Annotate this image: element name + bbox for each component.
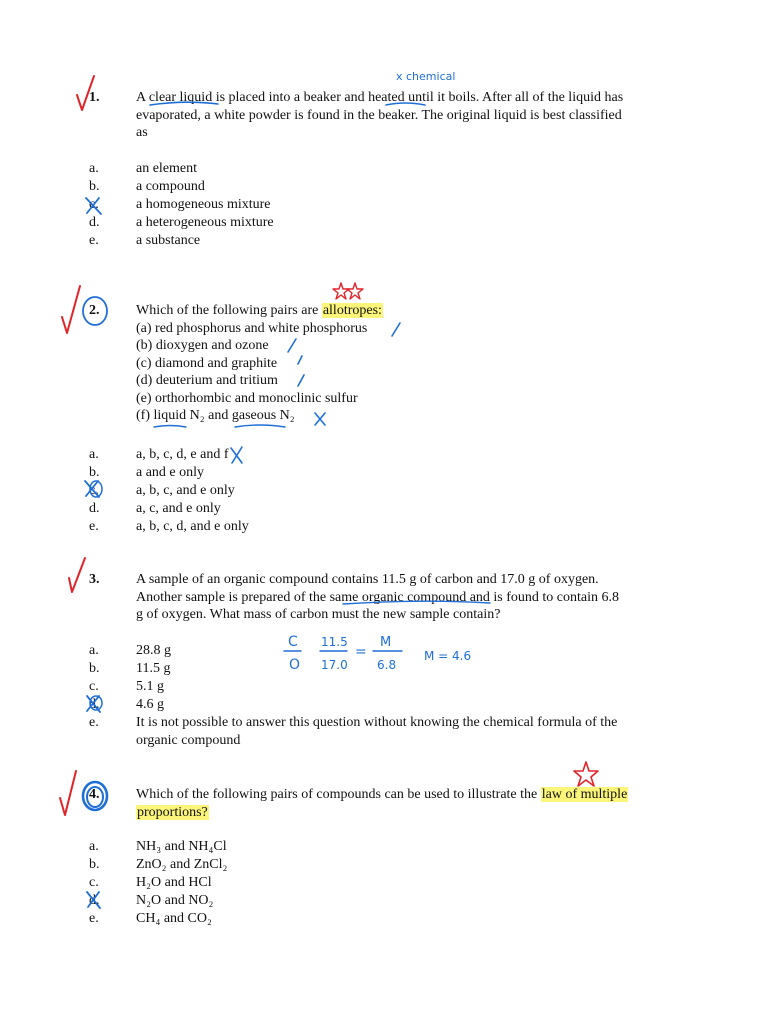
option-letter[interactable]: b. [89,465,100,480]
handwritten-work: = [355,644,367,660]
option-letter[interactable]: c. [89,197,99,212]
option-text[interactable]: a, b, c, d, e and f [136,447,229,462]
allotrope-item: (b) dioxygen and ozone [136,338,269,353]
option-letter[interactable]: e. [89,233,99,248]
stem-line: A sample of an organic compound contains 11.5 g of carbon and 17.0 g of oxygen. [136,572,599,587]
option-letter[interactable]: d. [89,501,100,516]
option-text[interactable]: a and e only [136,465,205,480]
stem-line: A clear liquid is placed into a beaker and heated until it boils. After all of the liquid has [136,90,624,105]
highlighted-term: proportions? [137,804,208,820]
red-check-mark-q4 [60,771,76,815]
question-stem [136,571,676,624]
handwritten-work: 11.5 [321,635,348,649]
option-letter[interactable]: a. [89,161,99,176]
handwritten-work: M = 4.6 [424,649,472,663]
option-text[interactable]: a, b, c, d, and e only [136,519,249,534]
stem-line: Another sample is prepared of the same organic compound and is found to contain 6.8 [136,589,620,605]
option-text[interactable]: a homogeneous mixture [136,197,271,212]
stem-text: Which of the following pairs of compounds can be used to illustrate the [136,787,538,802]
option-text[interactable]: 4.6 g [136,697,164,712]
allotrope-item: (f) liquid N₂ and gaseous N₂ [136,408,295,423]
option-text[interactable]: ZnO₂ and ZnCl₂ [136,857,228,872]
question-number: 3. [89,572,100,587]
question-number: 4. [89,787,100,802]
option-text[interactable]: 5.1 g [136,679,164,694]
handwritten-note: x chemical [396,70,456,83]
option-text[interactable]: CH₄ and CO₂ [136,911,212,926]
allotrope-item: (d) deuterium and tritium [136,373,278,388]
option-letter[interactable]: d. [89,215,100,230]
handwritten-work: 6.8 [377,658,397,672]
option-text[interactable]: a, c, and e only [136,501,221,516]
option-text[interactable]: a compound [136,179,205,194]
red-check-mark-q3 [69,558,85,592]
red-star-icon [574,762,598,786]
red-check-mark-q2 [62,286,80,333]
highlighted-term: allotropes: [322,303,382,318]
stem-line [136,804,676,822]
option-letter[interactable]: c. [89,875,99,890]
option-text[interactable]: 11.5 g [136,661,171,676]
option-letter[interactable]: b. [89,179,100,194]
question-stem [136,786,676,821]
red-star-icon [347,283,363,299]
question-number: 1. [89,90,100,105]
option-letter[interactable]: e. [89,519,99,534]
question-number: 2. [89,303,100,318]
option-letter[interactable]: d. [89,697,100,712]
option-letter[interactable]: e. [89,911,99,926]
option-text[interactable]: an element [136,161,198,176]
question-stem [136,89,676,142]
handwritten-work: C [288,634,298,650]
allotrope-item: (c) diamond and graphite [136,355,278,371]
stem-line: as [136,125,148,140]
option-letter[interactable]: b. [89,857,100,872]
option-letter[interactable]: a. [89,643,99,658]
underline-ink [154,426,186,428]
option-text[interactable]: N₂O and NO₂ [136,893,214,908]
stem-line: g of oxygen. What mass of carbon must the new sample contain? [136,607,501,622]
handwritten-work: O [289,657,301,673]
red-star-icon [333,283,349,299]
option-text-continued: organic compound [136,733,241,748]
option-letter[interactable]: c. [89,483,99,498]
option-text[interactable]: a, b, c, and e only [136,483,235,498]
stem-line [136,786,676,804]
option-letter[interactable]: a. [89,447,99,462]
option-letter[interactable]: a. [89,839,99,854]
option-text[interactable]: a substance [136,233,201,248]
option-letter[interactable]: d. [89,893,100,908]
highlighted-term: law of multiple [541,787,628,802]
option-text[interactable]: 28.8 g [136,643,171,658]
option-text[interactable]: H₂O and HCl [136,875,212,890]
option-text[interactable]: NH₃ and NH₄Cl [136,839,227,854]
underline-ink [235,425,285,427]
option-letter[interactable]: b. [89,661,100,676]
allotrope-item: (a) red phosphorus and white phosphorus [136,320,368,336]
cross-mark [231,447,242,463]
stem-text: Which of the following pairs are [136,303,319,318]
stem-line [136,302,676,320]
allotrope-item: (e) orthorhombic and monoclinic sulfur [136,390,358,406]
option-letter[interactable]: e. [89,715,99,730]
stem-line: evaporated, a white powder is found in the beaker. The original liquid is best classified [136,107,622,123]
option-letter[interactable]: c. [89,679,99,694]
handwritten-work: 17.0 [321,658,348,672]
question-stem [136,302,676,425]
option-text[interactable]: a heterogeneous mixture [136,215,274,230]
handwritten-work: M [380,635,392,650]
option-text[interactable]: It is not possible to answer this question without knowing the chemical formula of the [136,715,618,730]
